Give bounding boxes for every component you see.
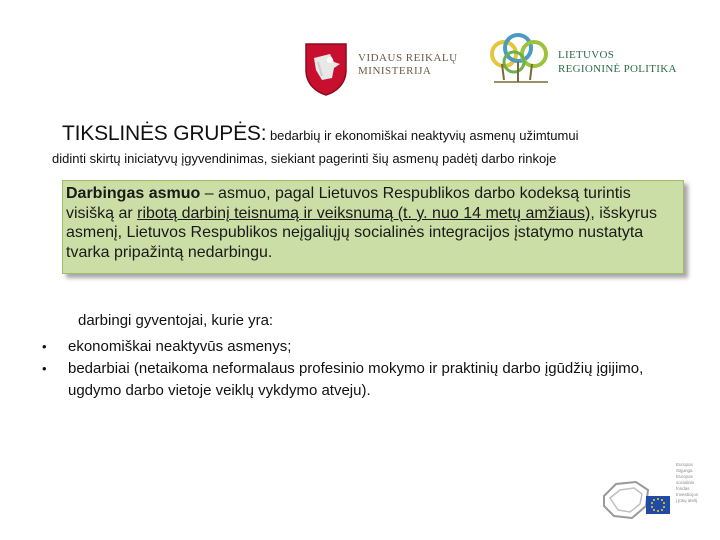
regional-policy-logo-icon (488, 32, 554, 88)
target-group-list (42, 336, 682, 402)
list-item-text: ekonomiškai neaktyvūs asmenys; (68, 338, 292, 355)
region-line2: REGIONINĖ POLITIKA (558, 63, 677, 75)
footer-line: Europos (676, 474, 693, 479)
definition-text (66, 184, 680, 262)
region-line1: LIETUVOS (558, 49, 615, 61)
bullet-icon: • (42, 339, 47, 354)
ministry-line2: MINISTERIJA (358, 65, 432, 77)
title-main: TIKSLINĖS GRUPĖS: (62, 122, 267, 145)
regional-policy-name (558, 48, 677, 76)
list-item-text: bedarbiai (netaikoma neformalaus profesinio mokymo ir praktinių darbo įgūdžių įgijimo, ugdymo darbo vietoje veiklų vykdymo atveju). (68, 360, 644, 399)
footer-line: Sąjunga (676, 468, 693, 473)
footer-line: socialinis (676, 480, 695, 485)
footer-line: Investicijos (676, 492, 699, 497)
title-sub: bedarbių ir ekonomiškai neaktyvių asmenų užimtumui (266, 128, 579, 143)
ministry-line1: VIDAUS REIKALŲ (358, 52, 458, 64)
slide-title (62, 122, 712, 146)
definition-underlined: ribotą darbinį teisnumą ir veiksnumą (t. y. nuo 14 metų amžiaus) (137, 204, 591, 222)
footer-line: fondas (676, 486, 690, 491)
list-item (42, 358, 682, 402)
eu-funds-caption (676, 462, 718, 504)
ministry-name (358, 52, 458, 78)
definition-part2: , išskyrus asmenį, Lietuvos Respublikos neįgaliųjų socialinės integracijos įstatymo nustatyta tvarka pripažintą nedarbingu. (66, 204, 658, 261)
definition-part1: – asmuo, pagal Lietuvos Respublikos darbo kodeksą turintis visišką ar (66, 185, 631, 222)
footer-line: Europos (676, 462, 693, 467)
header-logos (300, 28, 700, 100)
bullet-icon: • (42, 361, 47, 376)
list-item (42, 336, 682, 358)
definition-term: Darbingas asmuo (66, 185, 201, 202)
coat-of-arms-icon (300, 40, 352, 96)
list-heading: darbingi gyventojai, kurie yra: (78, 312, 274, 329)
title-continuation: didinti skirtų iniciatyvų įgyvendinimas, siekiant pagerinti šių asmenų padėtį darbo rinkoje (52, 151, 557, 166)
footer-line: į jūsų ateitį (676, 498, 698, 503)
